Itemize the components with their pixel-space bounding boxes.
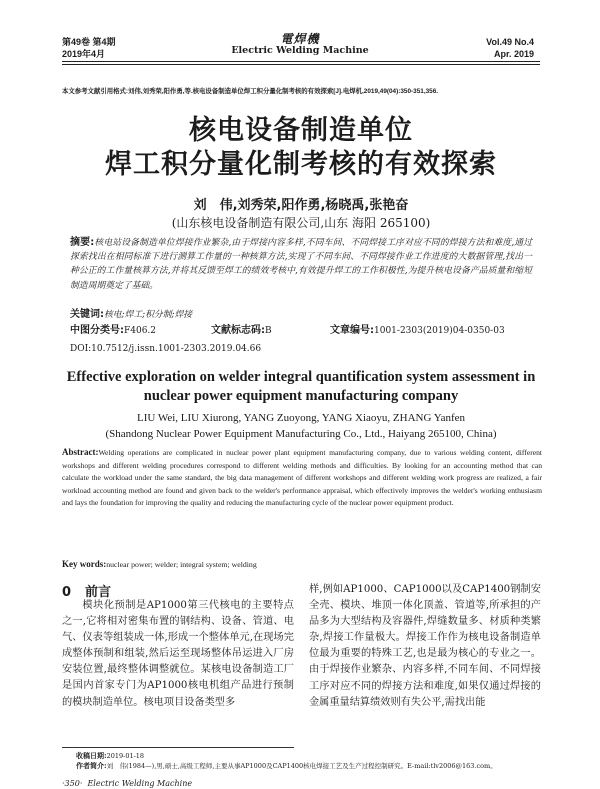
received-date (76, 751, 546, 761)
doc-code-label: 文献标志码: (211, 325, 265, 336)
citation-line: 本文参考文献引用格式:刘伟,刘秀荣,阳作勇,等.核电设备制造单位焊工积分量化制考核的有效探索[J].电焊机,2019,49(04):350-351,356. (62, 88, 439, 95)
clc-label: 中图分类号: (70, 325, 124, 336)
page-footer (62, 779, 192, 789)
keywords-cn (70, 309, 532, 321)
body-column-left: 模块化预制是AP1000第三代核电的主要特点之一,它将相对密集布置的钢结构、设备、管道、电气、仪表等组装成一体,形成一个整体单元,在现场完成整体预制和组装,然后运至现场整体吊运进入厂房安装位置,最终整体调整就位。某核电设备制造工厂是国内首家专门为AP1000核电机组产品进行预制的模块制造单位。核电项目设备类型多 (62, 600, 294, 708)
section-title: 前言 (85, 585, 112, 600)
clc-number (70, 325, 156, 337)
abstract-cn-text: 核电站设备制造单位焊接作业繁杂,由于焊接内容多样,不同车间、不同焊接工序对应不同的焊接方法和难度,通过探索找出在相同标准下进行测算工作量的一种核算方法,实现了不同车间、不同焊接作业工作进度的大数据管理,找出一种公正的工作量核算方法,并将其反馈至焊工的绩效考核中,有效提升焊工的工作积极性,为提升核电设备产品质量和缩短制造周期奠定了基础。 (70, 238, 532, 291)
keywords-cn-label: 关键词: (70, 309, 104, 320)
keywords-en-text: nuclear power; welder; integral system; welding (106, 560, 257, 569)
received-label: 收稿日期: (76, 751, 107, 760)
author-bio-label: 作者简介: (76, 761, 107, 770)
title-cn-line-1: 核电设备制造单位 (189, 115, 413, 146)
body-column-right: 样,例如AP1000、CAP1000以及CAP1400钢制安全壳、模块、堆顶一体化顶盖、管道等,所承担的产品多为大型结构及容器件,焊缝数量多、材质种类繁杂,焊接工作量极大。焊接工作作为核电设备制造单位最为重要的特殊工艺,也是最为核心的专业之一。由于焊接作业繁杂、内容多样,不同车间、不同焊接工序对应不同的焊接方法和难度,如果仅通过焊接的金属重量结算绩效则有失公平,需找出能 (309, 584, 541, 708)
journal-name-en: Electric Welding Machine (231, 45, 369, 56)
author-bio-value: 刘 伟(1984—),男,硕士,高级工程师,主要从事AP1000及CAP1400核电焊接工艺及生产过程控制研究。E-mail:tlv2006@163.com。 (106, 762, 497, 770)
document-code (211, 325, 272, 337)
header-rule-thin (62, 64, 540, 65)
journal-name-cn: 電焊機 (280, 32, 320, 46)
author-bio (76, 761, 546, 771)
abstract-en-label: Abstract: (62, 447, 99, 457)
keywords-en (62, 559, 257, 570)
doi: DOI:10.7512/j.issn.1001-2303.2019.04.66 (70, 344, 262, 354)
clc-value: F406.2 (124, 326, 157, 336)
footnote-rule (62, 747, 294, 748)
abstract-en-text: Welding operations are complicated in nuclear power plant equipment manufacturing company, due to various welding content, different workshops and different welding procedures correspond to different welding methods and difficulties. By looking for an accounting method that can calculate the workload under the same standard, the big data management of different workshops and different welding work progress are realized, a fair workload accounting method are found and given back to the welder's performance appraisal, which effectively improves the welder's working enthusiasm and lays the foundation for improving the quality and reducing the manufacturing cycle of the nuclear power equipment product. (62, 448, 542, 508)
header-right (486, 36, 534, 60)
abstract-cn-label: 摘要: (70, 237, 95, 248)
title-cn-line-2: 焊工积分量化制考核的有效探索 (105, 149, 497, 180)
date-en: Apr. 2019 (493, 49, 534, 59)
page-number: ·350· (62, 779, 83, 788)
affiliation-en: (Shandong Nuclear Power Equipment Manufacturing Co., Ltd., Haiyang 265100, China) (105, 428, 497, 440)
keywords-en-label: Key words: (62, 559, 107, 569)
doc-code-value: B (265, 326, 272, 336)
volume-cn: 第49卷 第4期 (62, 37, 116, 47)
article-number-label: 文章编号: (330, 325, 374, 336)
authors-cn: 刘 伟,刘秀荣,阳作勇,杨晓禹,张艳奋 (193, 198, 409, 213)
title-en: Effective exploration on welder integral quantification system assessment in nuclear power equipment manufacturing company (66, 369, 536, 404)
article-number-value: 1001-2303(2019)04-0350-03 (374, 326, 505, 336)
keywords-cn-text: 核电;焊工;积分制;焊接 (104, 310, 193, 320)
section-number: 0 (62, 585, 72, 600)
abstract-cn (70, 236, 532, 293)
received-value: 2019-01-18 (106, 752, 145, 760)
authors-en: LIU Wei, LIU Xiurong, YANG Zuoyong, YANG Xiaoyu, ZHANG Yanfen (136, 412, 466, 424)
abstract-en (62, 446, 542, 510)
footnote (76, 751, 546, 771)
date-cn: 2019年4月 (62, 49, 106, 59)
footer-journal: Electric Welding Machine (87, 779, 193, 788)
title-cn (62, 114, 540, 182)
article-number (330, 325, 505, 337)
volume-en: Vol.49 No.4 (486, 37, 534, 47)
header-rule (62, 61, 540, 62)
affiliation-cn: (山东核电设备制造有限公司,山东 海阳 265100) (171, 216, 431, 230)
